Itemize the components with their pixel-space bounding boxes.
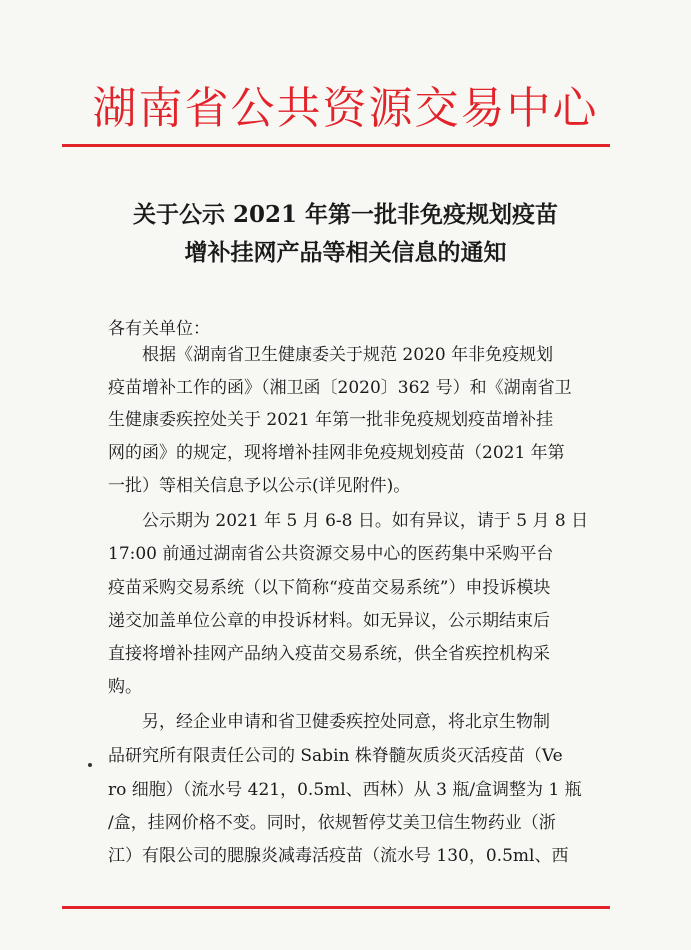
paragraph-1-line: 根据《湖南省卫生健康委关于规范 2020 年非免疫规划	[142, 345, 554, 365]
paragraph-3-line: 品研究所有限责任公司的 Sabin 株脊髓灰质炎灭活疫苗（Ve	[108, 746, 563, 766]
paragraph-2-line: 疫苗采购交易系统（以下简称“疫苗交易系统”）申投诉模块	[108, 578, 551, 598]
paragraph-3-line: 另，经企业申请和省卫健委疾控处同意，将北京生物制	[142, 712, 550, 732]
notice-title-line-2: 增补挂网产品等相关信息的通知	[184, 239, 507, 266]
paragraph-2-line: 公示期为 2021 年 5 月 6-8 日。如有异议，请于 5 月 8 日	[142, 511, 589, 531]
paragraph-1-line: 一批）等相关信息予以公示(详见附件)。	[108, 476, 411, 496]
paragraph-2-line: 直接将增补挂网产品纳入疫苗交易系统，供全省疾控机构采	[108, 644, 550, 664]
letterhead-title: 湖南省公共资源交易中心	[92, 83, 599, 134]
paragraph-3-line: ro 细胞）（流水号 421，0.5ml、西林）从 3 瓶/盒调整为 1 瓶	[108, 780, 582, 800]
salutation: 各有关单位：	[108, 319, 210, 339]
paragraph-1-line: 生健康委疾控处关于 2021 年第一批非免疫规划疫苗增补挂	[108, 410, 554, 430]
paragraph-3-line: 江）有限公司的腮腺炎减毒活疫苗（流水号 130，0.5ml、西	[108, 846, 569, 866]
paragraph-3-line: /盒，挂网价格不变。同时，依规暂停艾美卫信生物药业（浙	[108, 813, 556, 833]
notice-title-line-1: 关于公示 2021 年第一批非免疫规划疫苗	[132, 201, 559, 228]
paragraph-2-line: 递交加盖单位公章的申投诉材料。如无异议，公示期结束后	[108, 611, 550, 631]
margin-mark	[88, 763, 92, 767]
paragraph-1-line: 网的函》的规定，现将增补挂网非免疫规划疫苗（2021 年第	[108, 443, 565, 463]
footer-red-rule	[62, 906, 610, 909]
letterhead-red-rule	[62, 144, 610, 147]
paragraph-1-line: 疫苗增补工作的函》（湘卫函〔2020〕362 号）和《湖南省卫	[108, 378, 572, 398]
paragraph-2-line: 17:00 前通过湖南省公共资源交易中心的医药集中采购平台	[108, 544, 554, 564]
paragraph-2-line: 购。	[108, 677, 142, 697]
